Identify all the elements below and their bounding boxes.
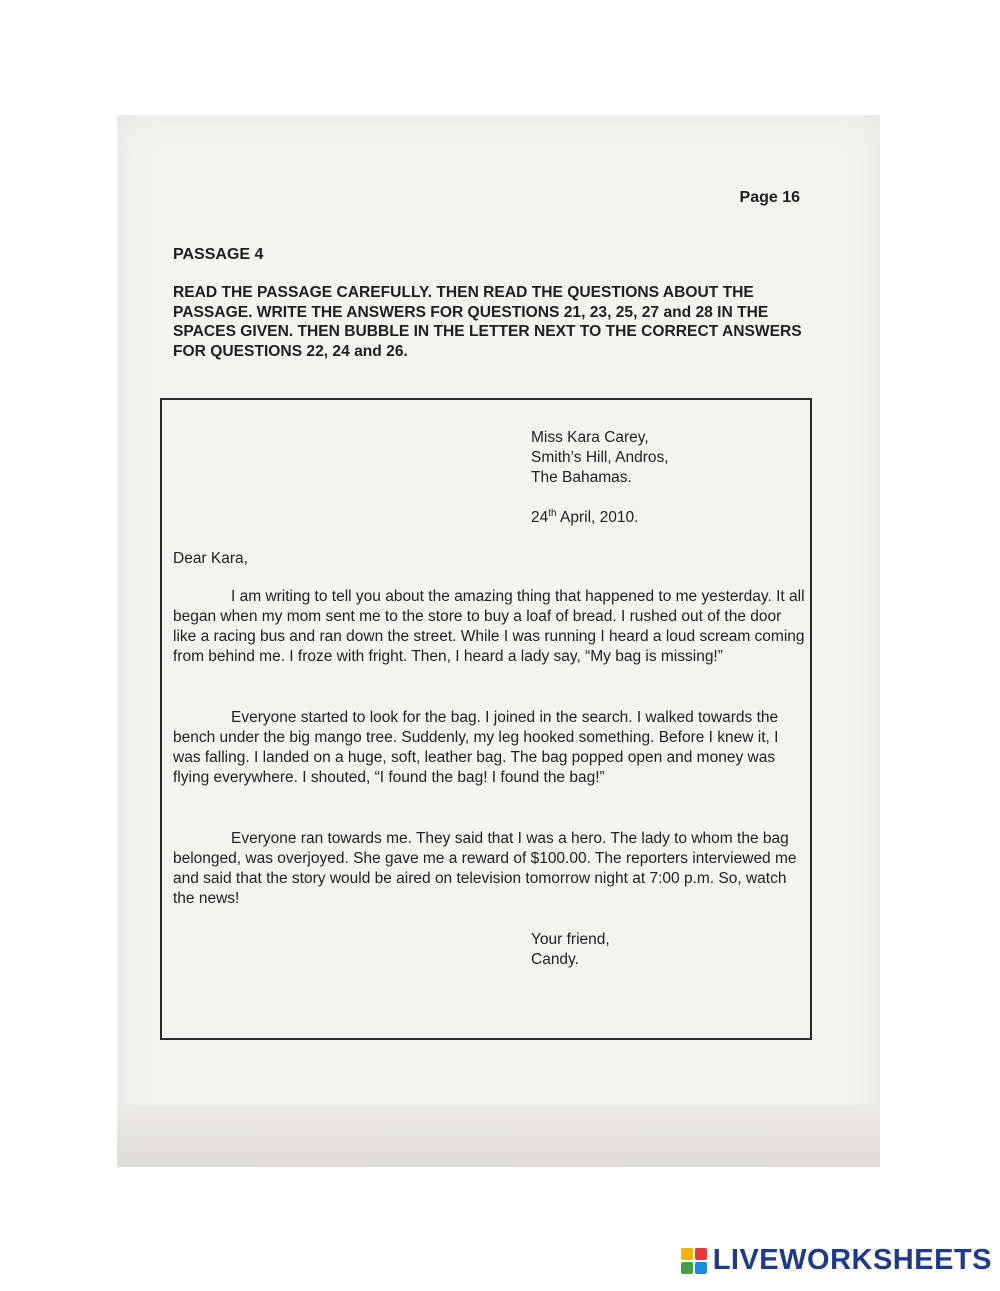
logo-square [695,1262,707,1274]
letter-paragraph: Everyone ran towards me. They said that I was a hero. The lady to whom the bag belonged, was overjoyed. She gave me a reward of $100.00. The reporters interviewed me and said that the story would be aired on television tomorrow night at 7:00 p.m. So, watch the news! [173,830,797,907]
logo-square [695,1248,707,1260]
date-rest: April, 2010. [556,509,639,527]
logo-square [681,1262,693,1274]
date-suffix: th [548,508,557,519]
letter-paragraph: Everyone started to look for the bag. I joined in the search. I walked towards the bench under the big mango tree. Suddenly, my leg hooked something. Before I knew it, I was falling. I landed on a huge, soft, leather bag. The bag popped open and money was flying everywhere. I shouted, “I found the bag! I found the bag!” [173,709,779,786]
logo-icon [681,1248,707,1274]
liveworksheets-logo [681,1244,992,1277]
logo-square [681,1248,693,1260]
address-line: Miss Kara Carey, [531,429,649,446]
letter-address [531,428,669,488]
closing-line: Your friend, [531,931,610,948]
date-day: 24 [531,509,549,527]
salutation: Dear Kara, [173,550,248,567]
passage-title: PASSAGE 4 [173,246,264,263]
letter-closing [531,930,610,970]
instructions: READ THE PASSAGE CAREFULLY. THEN READ THE QUESTIONS ABOUT THE PASSAGE. WRITE THE ANSWERS FOR QUESTIONS 21, 23, 25, 27 and 28 IN THE SPACES GIVEN. THEN BUBBLE IN THE LETTER NEXT TO THE CORRECT ANSWERS FOR QUESTIONS 22, 24 and 26. [173,284,802,360]
letter-date [531,508,638,527]
letter-paragraph: I am writing to tell you about the amazing thing that happened to me yesterday. It all began when my mom sent me to the store to buy a loaf of bread. I rushed out of the door like a racing bus and ran down the street. While I was running I heard a loud scream coming from behind me. I froze with fright. Then, I heard a lady say, “My bag is missing!” [173,588,805,665]
page-number: Page 16 [739,189,800,206]
address-line: The Bahamas. [531,469,632,486]
logo-text: LIVEWORKSHEETS [712,1244,992,1276]
address-line: Smith’s Hill, Andros, [531,449,669,466]
page-bottom-edge [117,1105,880,1167]
signature: Candy. [531,951,579,968]
